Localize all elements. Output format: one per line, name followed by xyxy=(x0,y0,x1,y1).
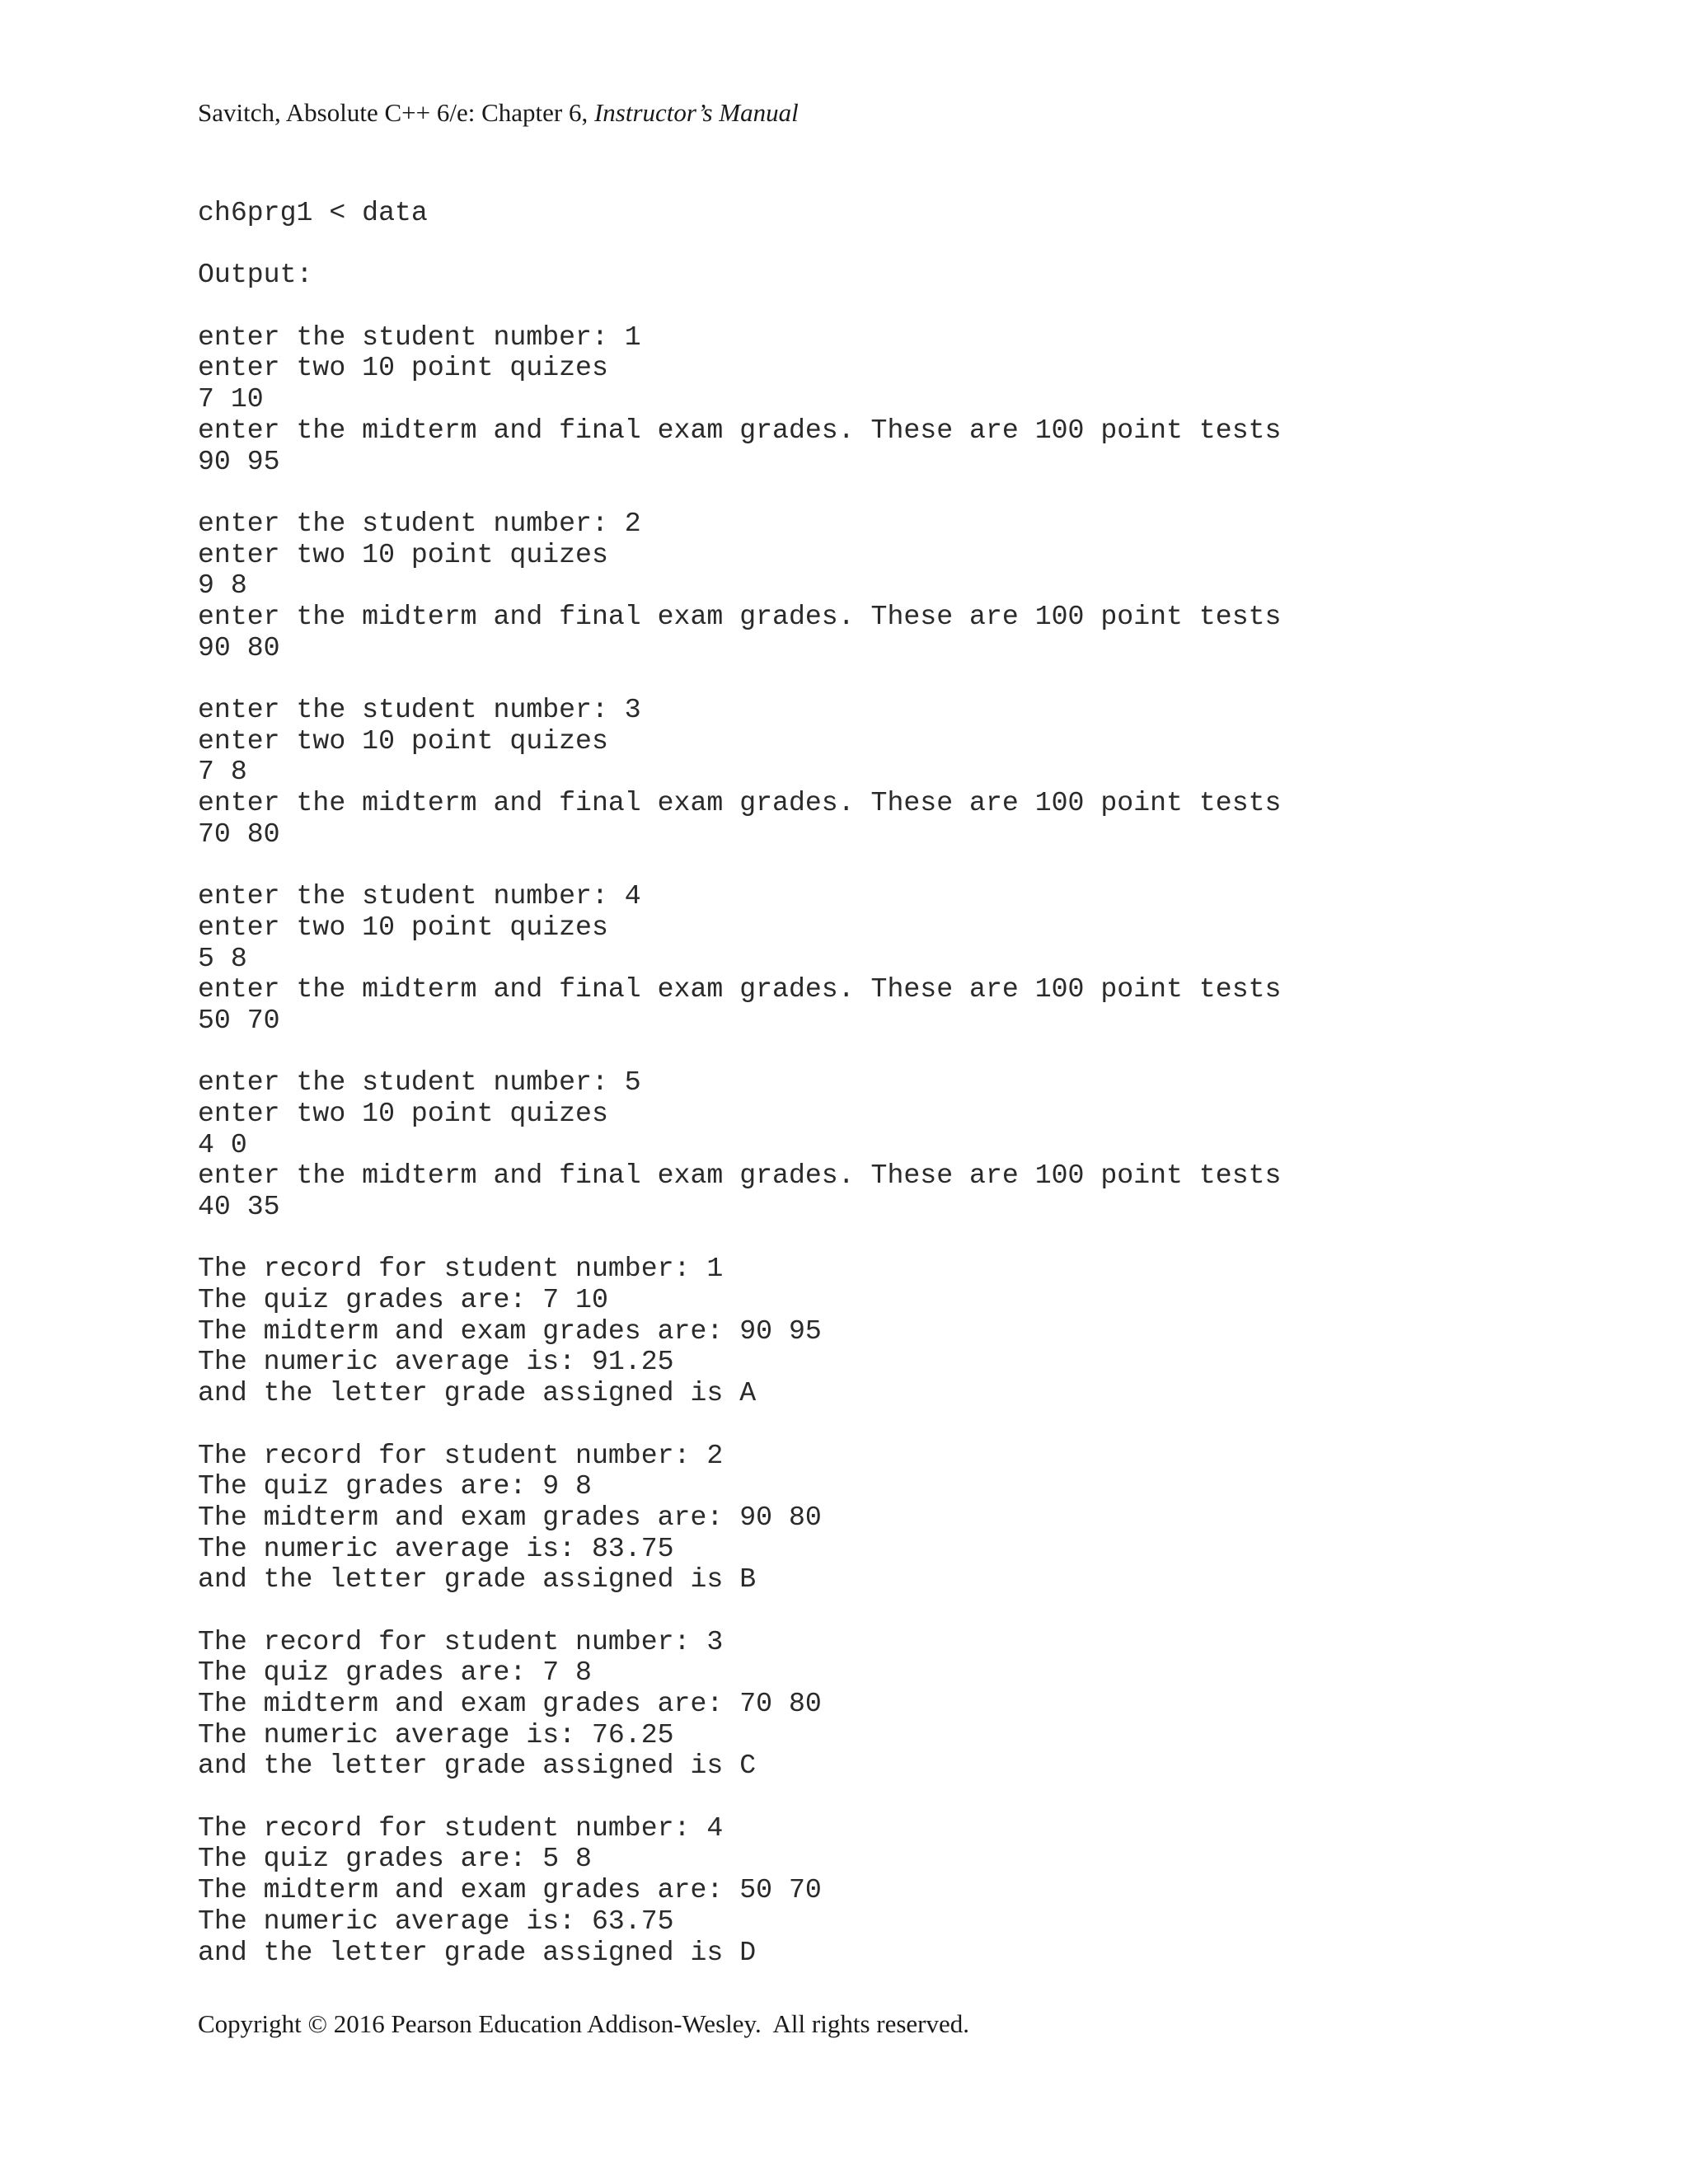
code-line: enter two 10 point quizes xyxy=(198,538,608,570)
code-line: The quiz grades are: 5 8 xyxy=(198,1843,592,1875)
code-line: The record for student number: 1 xyxy=(198,1253,724,1285)
code-line: enter the midterm and final exam grades. These are 100 point tests xyxy=(198,600,1282,632)
code-line: enter two 10 point quizes xyxy=(198,1097,608,1129)
copyright-footer: Copyright © 2016 Pearson Education Addison-Wesley. All rights reserved. xyxy=(198,2009,969,2038)
code-line: The record for student number: 4 xyxy=(198,1811,724,1844)
code-line: The quiz grades are: 9 8 xyxy=(198,1470,592,1502)
code-line: 5 8 xyxy=(198,942,247,974)
code-line: The midterm and exam grades are: 50 70 xyxy=(198,1874,822,1906)
code-line: The quiz grades are: 7 8 xyxy=(198,1657,592,1689)
code-line: enter the student number: 4 xyxy=(198,880,641,912)
blank-line xyxy=(198,1782,1648,1813)
code-line: The numeric average is: 83.75 xyxy=(198,1532,674,1564)
page-header xyxy=(198,97,799,129)
code-line: and the letter grade assigned is B xyxy=(198,1563,757,1596)
code-line: 7 10 xyxy=(198,383,264,415)
code-line: enter the midterm and final exam grades. These are 100 point tests xyxy=(198,787,1282,819)
code-line: The numeric average is: 91.25 xyxy=(198,1346,674,1378)
code-line: The numeric average is: 63.75 xyxy=(198,1905,674,1937)
code-line: enter the midterm and final exam grades. These are 100 point tests xyxy=(198,973,1282,1005)
code-line: enter the midterm and final exam grades. These are 100 point tests xyxy=(198,414,1282,446)
blank-line xyxy=(198,1037,1648,1068)
blank-line xyxy=(198,1596,1648,1627)
code-line: enter two 10 point quizes xyxy=(198,911,608,943)
code-line: 90 95 xyxy=(198,445,280,477)
header-subtitle: Instructor’s Manual xyxy=(593,98,799,127)
code-line: 50 70 xyxy=(198,1004,280,1036)
blank-line xyxy=(198,477,1648,509)
code-line: enter two 10 point quizes xyxy=(198,724,608,757)
code-line: Output: xyxy=(198,259,313,291)
code-line: enter the student number: 5 xyxy=(198,1066,641,1099)
code-line: enter the midterm and final exam grades. These are 100 point tests xyxy=(198,1160,1282,1192)
code-line: The midterm and exam grades are: 90 80 xyxy=(198,1501,822,1533)
code-line: 70 80 xyxy=(198,818,280,850)
code-line: The record for student number: 3 xyxy=(198,1625,724,1657)
code-line: The midterm and exam grades are: 70 80 xyxy=(198,1688,822,1719)
code-line: The numeric average is: 76.25 xyxy=(198,1718,674,1750)
code-line: 9 8 xyxy=(198,569,247,602)
code-line: and the letter grade assigned is C xyxy=(198,1750,757,1782)
code-line: 90 80 xyxy=(198,631,280,663)
blank-line xyxy=(198,291,1648,322)
code-line: and the letter grade assigned is A xyxy=(198,1377,757,1409)
code-line: The quiz grades are: 7 10 xyxy=(198,1284,608,1316)
program-output-listing xyxy=(198,198,1648,1968)
code-line: and the letter grade assigned is D xyxy=(198,1936,757,1968)
blank-line xyxy=(198,850,1648,881)
header-title: Savitch, Absolute C++ 6/e: Chapter 6, xyxy=(198,98,594,127)
code-line: ch6prg1 < data xyxy=(198,197,428,228)
blank-line xyxy=(198,663,1648,695)
code-line: 4 0 xyxy=(198,1128,247,1160)
code-line: enter the student number: 3 xyxy=(198,694,641,725)
blank-line xyxy=(198,1223,1648,1254)
code-line: The record for student number: 2 xyxy=(198,1439,724,1471)
blank-line xyxy=(198,1409,1648,1441)
code-line: enter the student number: 2 xyxy=(198,507,641,539)
code-line: The midterm and exam grades are: 90 95 xyxy=(198,1315,822,1347)
blank-line xyxy=(198,229,1648,260)
code-line: enter the student number: 1 xyxy=(198,321,641,353)
code-line: enter two 10 point quizes xyxy=(198,352,608,384)
code-line: 40 35 xyxy=(198,1191,280,1222)
code-line: 7 8 xyxy=(198,756,247,788)
